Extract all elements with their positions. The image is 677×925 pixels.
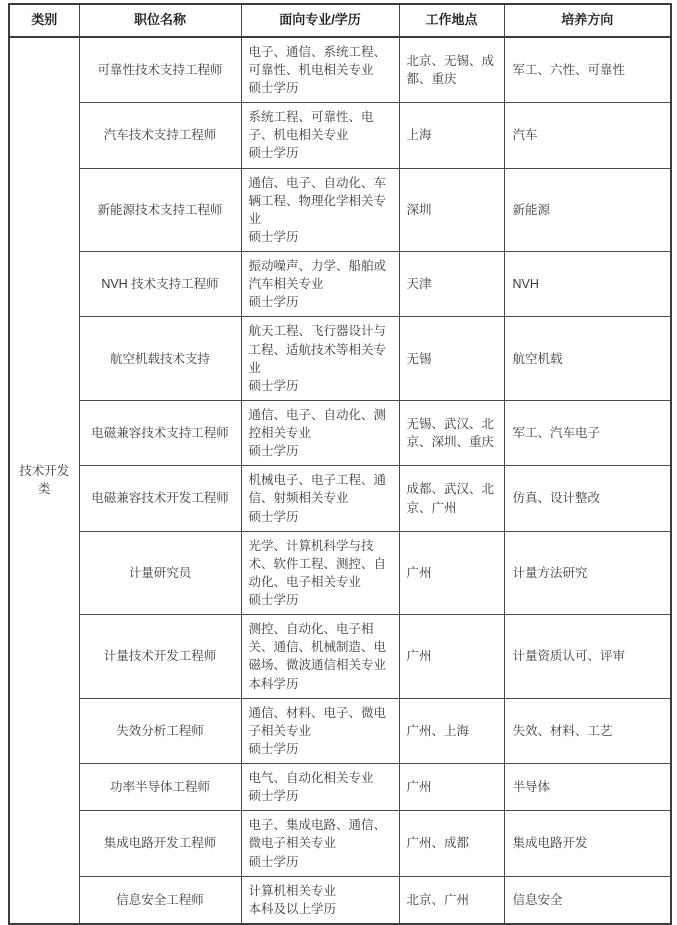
majors-text: 机械电子、电子工程、通信、射频相关专业 <box>248 473 387 506</box>
education-text: 硕士学历 <box>248 295 299 310</box>
location-cell: 广州 <box>399 531 504 615</box>
majors-text: 系统工程、可靠性、电子、机电相关专业 <box>248 110 374 143</box>
table-header <box>9 4 671 37</box>
location-cell: 上海 <box>399 103 504 168</box>
page <box>0 3 677 916</box>
majors-cell <box>241 37 399 103</box>
column-header-direction: 培养方向 <box>504 4 671 37</box>
position-cell: 计量研究员 <box>79 531 241 615</box>
majors-text: 通信、电子、自动化、测控相关专业 <box>248 407 387 441</box>
direction-cell: 航空机载 <box>504 317 671 401</box>
location-cell: 广州、成都 <box>399 811 504 876</box>
location-cell: 北京、无锡、成都、重庆 <box>399 37 504 103</box>
direction-cell: 集成电路开发 <box>504 811 671 876</box>
majors-cell <box>241 466 399 531</box>
table-row <box>9 400 671 465</box>
location-cell: 北京、广州 <box>399 876 504 924</box>
direction-cell: 军工、汽车电子 <box>504 400 671 465</box>
table-row <box>9 876 671 924</box>
position-cell: 航空机载技术支持 <box>79 317 241 401</box>
location-cell: 成都、武汉、北京、广州 <box>399 466 504 531</box>
majors-text: 测控、自动化、电子相关、通信、机械制造、电磁场、微波通信相关专业 <box>248 622 387 673</box>
direction-cell: 仿真、设计整改 <box>504 466 671 531</box>
education-text: 本科学历 <box>248 676 299 691</box>
majors-text: 光学、计算机科学与技术、软件工程、测控、自动化、电子相关专业 <box>248 538 387 589</box>
position-cell: 电磁兼容技术支持工程师 <box>79 400 241 465</box>
location-cell: 广州 <box>399 615 504 699</box>
education-text: 硕士学历 <box>248 146 299 161</box>
majors-text: 通信、材料、电子、微电子相关专业 <box>248 705 387 738</box>
direction-cell: 计量方法研究 <box>504 531 671 615</box>
majors-cell <box>241 615 399 699</box>
direction-cell: 新能源 <box>504 168 671 252</box>
location-cell: 广州 <box>399 764 504 811</box>
position-cell: 集成电路开发工程师 <box>79 811 241 876</box>
position-cell: 失效分析工程师 <box>79 698 241 763</box>
table-row <box>9 252 671 317</box>
direction-cell: 计量资质认可、评审 <box>504 615 671 699</box>
location-cell: 天津 <box>399 252 504 317</box>
education-text: 硕士学历 <box>248 741 299 756</box>
column-header-majors: 面向专业/学历 <box>241 4 399 37</box>
table-row <box>9 37 671 103</box>
education-text: 硕士学历 <box>248 378 299 393</box>
majors-cell <box>241 811 399 876</box>
education-text: 硕士学历 <box>248 593 299 608</box>
direction-cell: 失效、材料、工艺 <box>504 698 671 763</box>
majors-cell <box>241 698 399 763</box>
education-text: 硕士学历 <box>248 81 299 96</box>
education-text: 硕士学历 <box>248 444 299 459</box>
table-row <box>9 168 671 252</box>
position-cell: 汽车技术支持工程师 <box>79 103 241 168</box>
table-row <box>9 103 671 168</box>
position-cell: 功率半导体工程师 <box>79 764 241 811</box>
position-cell: 计量技术开发工程师 <box>79 615 241 699</box>
location-cell: 无锡、武汉、北京、深圳、重庆 <box>399 400 504 465</box>
category-cell: 技术开发类 <box>9 37 79 924</box>
direction-cell: NVH <box>504 252 671 317</box>
table-row <box>9 317 671 401</box>
job-positions-table <box>8 3 672 925</box>
location-cell: 广州、上海 <box>399 698 504 763</box>
position-cell: 电磁兼容技术开发工程师 <box>79 466 241 531</box>
direction-cell: 信息安全 <box>504 876 671 924</box>
position-cell: 新能源技术支持工程师 <box>79 168 241 252</box>
majors-cell <box>241 764 399 811</box>
direction-cell: 汽车 <box>504 103 671 168</box>
majors-text: 电气、自动化相关专业 <box>248 771 374 786</box>
majors-text: 计算机相关专业 <box>248 883 337 898</box>
education-text: 硕士学历 <box>248 789 299 804</box>
majors-cell <box>241 317 399 401</box>
position-cell: NVH 技术支持工程师 <box>79 252 241 317</box>
location-cell: 无锡 <box>399 317 504 401</box>
education-text: 本科及以上学历 <box>248 901 337 916</box>
majors-cell <box>241 531 399 615</box>
majors-text: 航天工程、飞行器设计与工程、适航技术等相关专业 <box>248 324 387 375</box>
column-header-category: 类别 <box>9 4 79 37</box>
location-cell: 深圳 <box>399 168 504 252</box>
table-row <box>9 811 671 876</box>
majors-text: 电子、通信、系统工程、可靠性、机电相关专业 <box>248 44 387 77</box>
majors-text: 振动噪声、力学、船舶或汽车相关专业 <box>248 259 387 292</box>
education-text: 硕士学历 <box>248 854 299 869</box>
education-text: 硕士学历 <box>248 509 299 524</box>
table-row <box>9 615 671 699</box>
majors-cell <box>241 252 399 317</box>
direction-cell: 军工、六性、可靠性 <box>504 37 671 103</box>
position-cell: 信息安全工程师 <box>79 876 241 924</box>
header-row <box>9 4 671 37</box>
table-row <box>9 764 671 811</box>
column-header-location: 工作地点 <box>399 4 504 37</box>
direction-cell: 半导体 <box>504 764 671 811</box>
table-row <box>9 531 671 615</box>
majors-cell <box>241 876 399 924</box>
table-row <box>9 698 671 763</box>
position-cell: 可靠性技术支持工程师 <box>79 37 241 103</box>
majors-text: 电子、集成电路、通信、微电子相关专业 <box>248 818 387 851</box>
column-header-position: 职位名称 <box>79 4 241 37</box>
majors-text: 通信、电子、自动化、车辆工程、物理化学相关专业 <box>248 175 387 226</box>
table-row <box>9 466 671 531</box>
majors-cell <box>241 103 399 168</box>
education-text: 硕士学历 <box>248 229 299 244</box>
majors-cell <box>241 168 399 252</box>
table-body <box>9 37 671 924</box>
majors-cell <box>241 400 399 465</box>
